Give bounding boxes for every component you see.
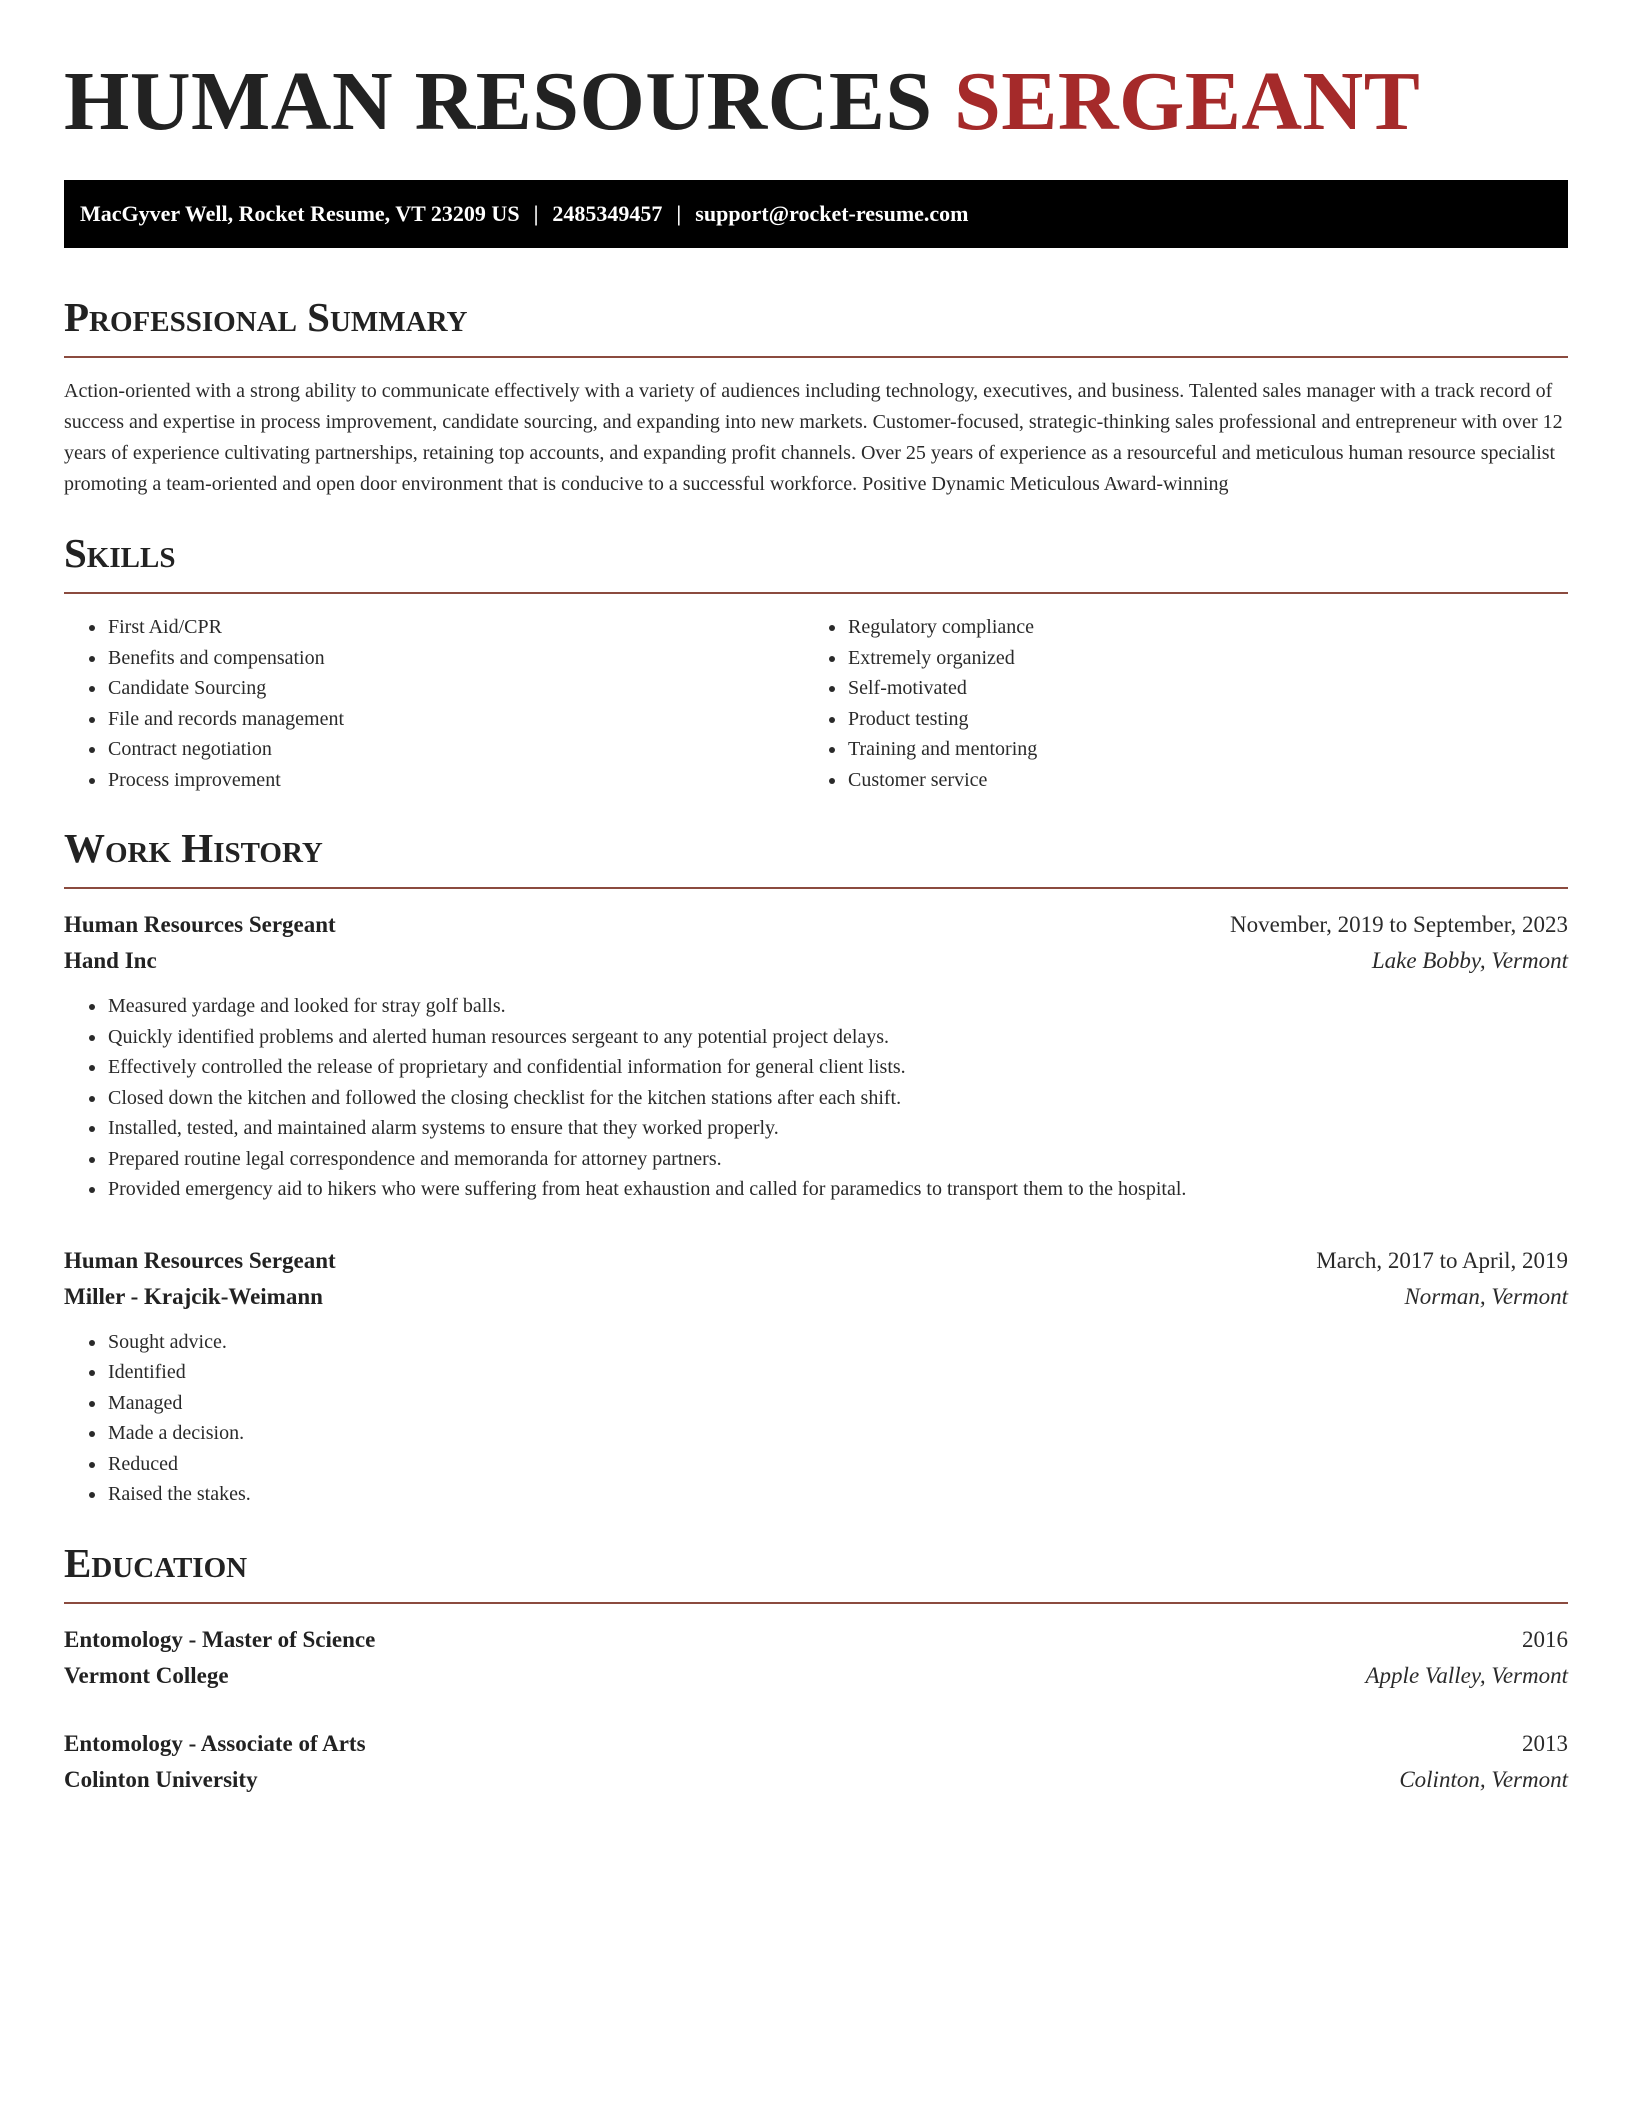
contact-bar xyxy=(64,180,1568,248)
job-duty-item: • Closed down the kitchen and followed the closing checklist for the kitchen stations after each shift. xyxy=(107,1083,1568,1114)
skill-item: • Candidate Sourcing xyxy=(107,673,804,704)
job-duty-item: • Effectively controlled the release of proprietary and confidential information for general client lists. xyxy=(107,1052,1568,1083)
education-degree-row xyxy=(64,1622,1568,1658)
skills-list-left xyxy=(64,612,804,795)
skill-item: • Regulatory compliance xyxy=(847,612,1544,643)
job-duty-item: • Measured yardage and looked for stray golf balls. xyxy=(107,991,1568,1022)
skills-column-left xyxy=(64,612,804,795)
skill-item: • Process improvement xyxy=(107,765,804,796)
title-accent: SERGEANT xyxy=(954,55,1421,148)
job-duty-item: • Identified xyxy=(107,1357,1568,1388)
education-year: 2013 xyxy=(1522,1730,1568,1756)
education-entry xyxy=(64,1726,1568,1798)
education-entry xyxy=(64,1622,1568,1694)
job-duty-item: • Installed, tested, and maintained alarm systems to ensure that they worked properly. xyxy=(107,1113,1568,1144)
job-location: Norman, Vermont xyxy=(1404,1283,1568,1309)
education-school: Colinton University xyxy=(64,1766,258,1792)
skill-item: • Customer service xyxy=(847,765,1544,796)
skill-item: • Benefits and compensation xyxy=(107,643,804,674)
education-school: Vermont College xyxy=(64,1662,229,1688)
education-school-row xyxy=(64,1762,1568,1798)
contact-email[interactable]: support@rocket-resume.com xyxy=(695,201,969,226)
education-year: 2016 xyxy=(1522,1626,1568,1652)
job-duty-item: • Quickly identified problems and alerted human resources sergeant to any potential project delays. xyxy=(107,1022,1568,1053)
summary-heading: Professional Summary xyxy=(64,292,1568,358)
job-entry xyxy=(64,907,1568,1205)
job-company-row xyxy=(64,1279,1568,1315)
skills-columns xyxy=(64,612,1568,795)
contact-phone: 2485349457 xyxy=(552,201,663,226)
skill-item: • First Aid/CPR xyxy=(107,612,804,643)
job-duties-list xyxy=(64,1327,1568,1510)
summary-section xyxy=(64,292,1568,500)
education-degree: Entomology - Master of Science xyxy=(64,1626,376,1652)
job-duty-item: • Prepared routine legal correspondence and memoranda for attorney partners. xyxy=(107,1144,1568,1175)
job-header-row xyxy=(64,1243,1568,1279)
job-dates: March, 2017 to April, 2019 xyxy=(1316,1247,1568,1273)
resume-title xyxy=(64,52,1568,152)
job-dates: November, 2019 to September, 2023 xyxy=(1230,912,1568,937)
work-history-heading: Work History xyxy=(64,823,1568,889)
contact-address: MacGyver Well, Rocket Resume, VT 23209 US xyxy=(80,201,520,226)
job-company: Hand Inc xyxy=(64,948,157,973)
job-title: Human Resources Sergeant xyxy=(64,1247,336,1273)
contact-separator: | xyxy=(533,201,539,226)
education-location: Apple Valley, Vermont xyxy=(1365,1662,1568,1688)
education-heading: Education xyxy=(64,1538,1568,1604)
title-main: HUMAN RESOURCES xyxy=(64,55,933,148)
skills-section xyxy=(64,528,1568,795)
job-duty-item: • Provided emergency aid to hikers who were suffering from heat exhaustion and called for paramedics to transport them to the hospital. xyxy=(107,1174,1568,1205)
job-company-row xyxy=(64,943,1568,979)
skill-item: • Training and mentoring xyxy=(847,734,1544,765)
skill-item: • Self-motivated xyxy=(847,673,1544,704)
skill-item: • Extremely organized xyxy=(847,643,1544,674)
job-duty-item: • Sought advice. xyxy=(107,1327,1568,1358)
skills-heading: Skills xyxy=(64,528,1568,594)
job-location: Lake Bobby, Vermont xyxy=(1371,948,1568,973)
work-history-section xyxy=(64,823,1568,1510)
skills-column-right xyxy=(804,612,1544,795)
skill-item: • Product testing xyxy=(847,704,1544,735)
contact-separator: | xyxy=(676,201,682,226)
job-company: Miller - Krajcik-Weimann xyxy=(64,1283,323,1309)
job-duties-list xyxy=(64,991,1568,1205)
job-entry xyxy=(64,1243,1568,1510)
job-title: Human Resources Sergeant xyxy=(64,912,336,937)
job-header-row xyxy=(64,907,1568,943)
job-duty-item: • Raised the stakes. xyxy=(107,1479,1568,1510)
job-duty-item: • Managed xyxy=(107,1388,1568,1419)
job-duty-item: • Reduced xyxy=(107,1449,1568,1480)
skills-list-right xyxy=(804,612,1544,795)
education-degree: Entomology - Associate of Arts xyxy=(64,1730,366,1756)
skill-item: • Contract negotiation xyxy=(107,734,804,765)
education-location: Colinton, Vermont xyxy=(1399,1766,1568,1792)
education-section xyxy=(64,1538,1568,1798)
education-degree-row xyxy=(64,1726,1568,1762)
job-duty-item: • Made a decision. xyxy=(107,1418,1568,1449)
skill-item: • File and records management xyxy=(107,704,804,735)
education-school-row xyxy=(64,1658,1568,1694)
summary-text: Action-oriented with a strong ability to communicate effectively with a variety of audiences including technology, executives, and business. Talented sales manager with a track record of success and expertise in process improvement, candidate sourcing, and expanding into new markets. Customer-focused, strategic-thinking sales professional and entrepreneur with over 12 years of experience cultivating partnerships, retaining top accounts, and expanding profit channels. Over 25 years of experience as a resourceful and meticulous human resource specialist promoting a team-oriented and open door environment that is conducive to a successful workforce. Positive Dynamic Meticulous Award-winning xyxy=(64,380,1563,495)
